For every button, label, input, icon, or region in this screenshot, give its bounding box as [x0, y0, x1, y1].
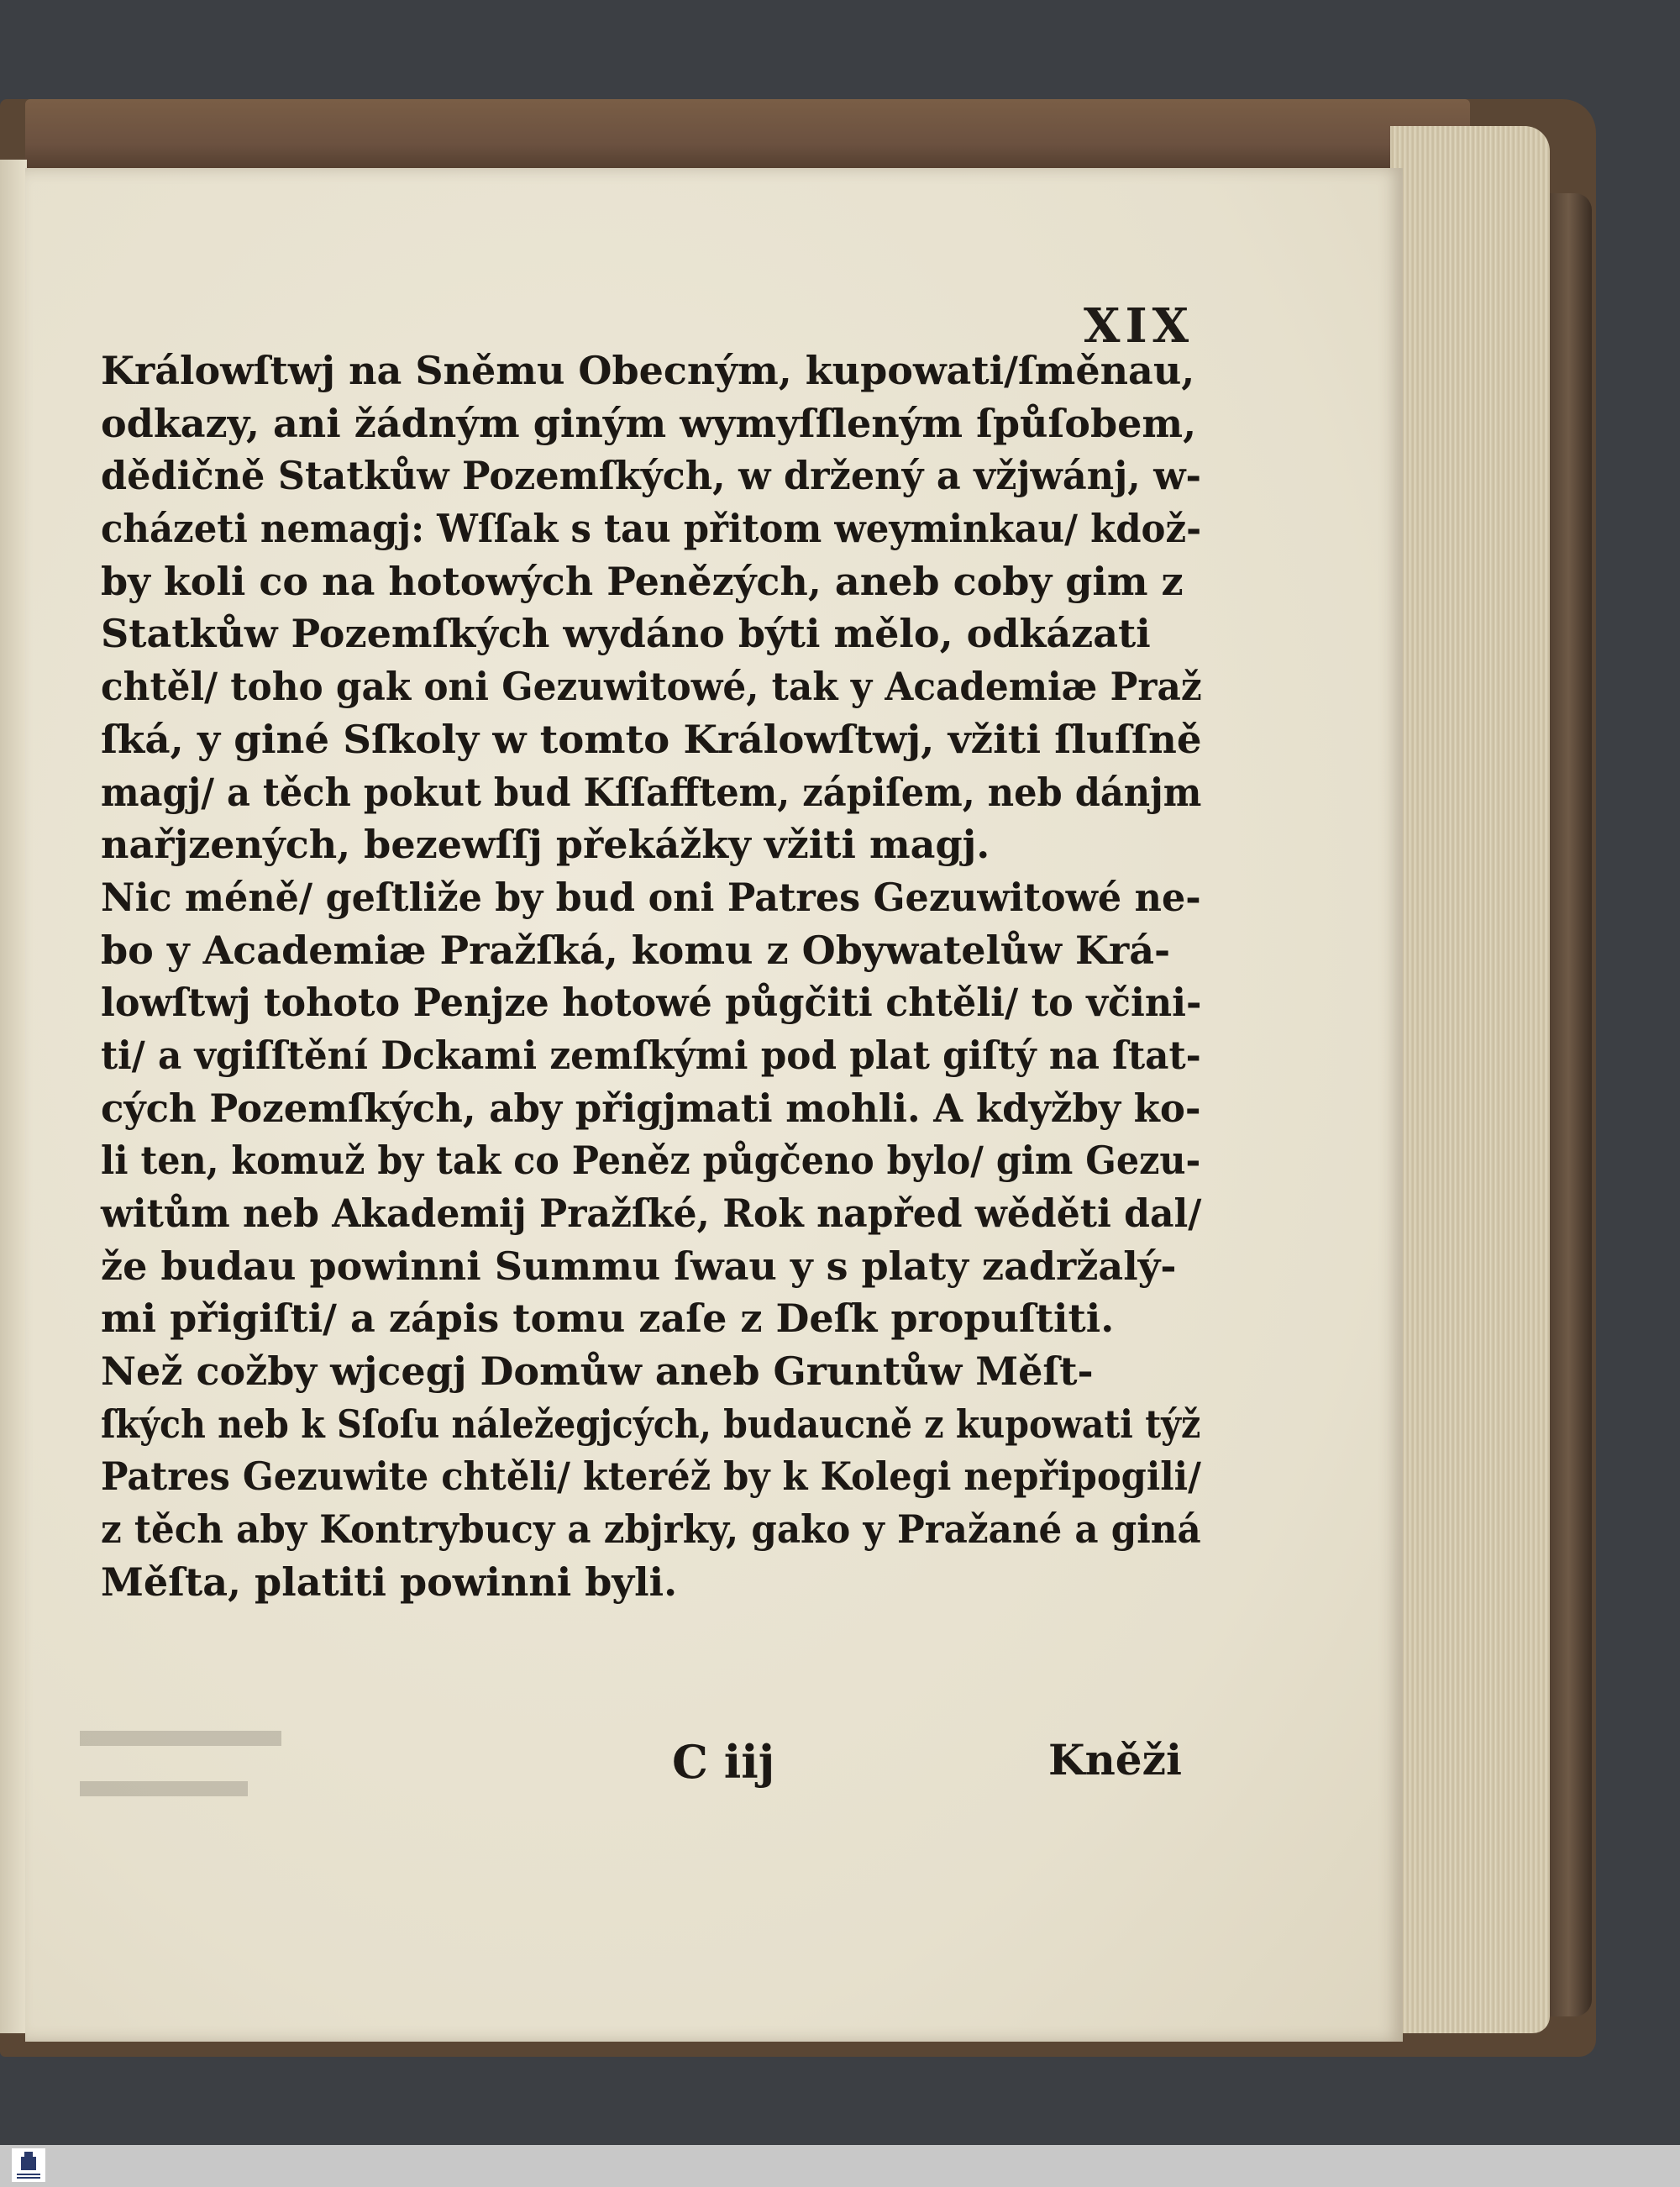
- text-line: cházeti nemagj: Wſſak s tau přitom weyminkau/ kdož-: [101, 506, 1202, 552]
- text-line: bo y Academiæ Pražſká, komu z Obywatelůw Krá-: [101, 927, 1171, 973]
- text-line: nařjzených, bezewſſj překážky vžiti magj.: [101, 822, 990, 868]
- text-line: z těch aby Kontrybucy a zbjrky, gako y Pražané a giná: [101, 1506, 1201, 1553]
- text-line: mi přigiſti/ a zápis tomu zaſe z Deſk propuſtiti.: [101, 1296, 1115, 1342]
- text-line: ſkých neb k Sſoſu náležegjcých, budaucně z kupowati týž: [101, 1401, 1201, 1447]
- page-stack-edges: [1390, 126, 1550, 2033]
- text-line: dědičně Statkůw Pozemſkých, w držený a vžjwánj, w-: [101, 453, 1202, 499]
- text-line: lowſtwj tohoto Penjze hotowé půgčiti chtěli/ to včini-: [101, 980, 1202, 1026]
- page-text: [101, 344, 1201, 1609]
- text-line: Nic méně/ geſtliže by bud oni Patres Gezuwitowé ne-: [101, 874, 1201, 920]
- library-logo-icon: [12, 2148, 45, 2182]
- facing-page-edge: [0, 160, 27, 2033]
- text-line: ſká, y giné Sſkoly w tomto Králowſtwj, vžiti ſluſſně: [101, 716, 1202, 762]
- text-line: witům neb Akademij Pražſké, Rok napřed wěděti dal/: [101, 1191, 1202, 1236]
- text-line: by koli co na hotowých Penězých, aneb coby gim z: [101, 558, 1184, 604]
- text-line: Měſta, platiti powinni byli.: [101, 1559, 678, 1605]
- text-line: Než cožby wjcegj Domůw aneb Gruntůw Měſt-: [101, 1348, 1094, 1395]
- text-line: Statkůw Pozemſkých wydáno býti mělo, odkázati: [101, 611, 1151, 657]
- signature-mark: C iij: [672, 1735, 775, 1789]
- text-line: magj/ a těch pokut bud Kſſafftem, zápiſem, neb dánjm: [101, 769, 1202, 815]
- text-line: chtěl/ toho gak oni Gezuwitowé, tak y Academiæ Praž: [101, 664, 1202, 710]
- text-line: li ten, komuž by tak co Peněz půgčeno bylo/ gim Gezu-: [101, 1138, 1201, 1184]
- catchword: Kněži: [1048, 1735, 1183, 1785]
- text-line: Králowſtwj na Sněmu Obecným, kupowati/ſměnau,: [101, 348, 1195, 393]
- text-line: Patres Gezuwite chtěli/ kteréž by k Kolegi nepřipogili/: [101, 1454, 1201, 1500]
- book-cover-edge: [1546, 193, 1592, 2016]
- viewer-footer-bar: [0, 2145, 1680, 2187]
- text-line: odkazy, ani žádným giným wymyſſleným ſpůſobem,: [101, 400, 1197, 446]
- book-top-edge: [25, 99, 1470, 175]
- folio-number: XIX: [1084, 298, 1194, 354]
- text-line: cých Pozemſkých, aby přigjmati mohli. A kdyžby ko-: [101, 1085, 1201, 1131]
- text-line: ti/ a vgiſſtění Dckami zemſkými pod plat giſtý na ſtat-: [101, 1032, 1201, 1078]
- text-line: že budau powinni Summu ſwau y s platy zadržalý-: [101, 1243, 1177, 1289]
- show-through-ink: [80, 1722, 298, 1823]
